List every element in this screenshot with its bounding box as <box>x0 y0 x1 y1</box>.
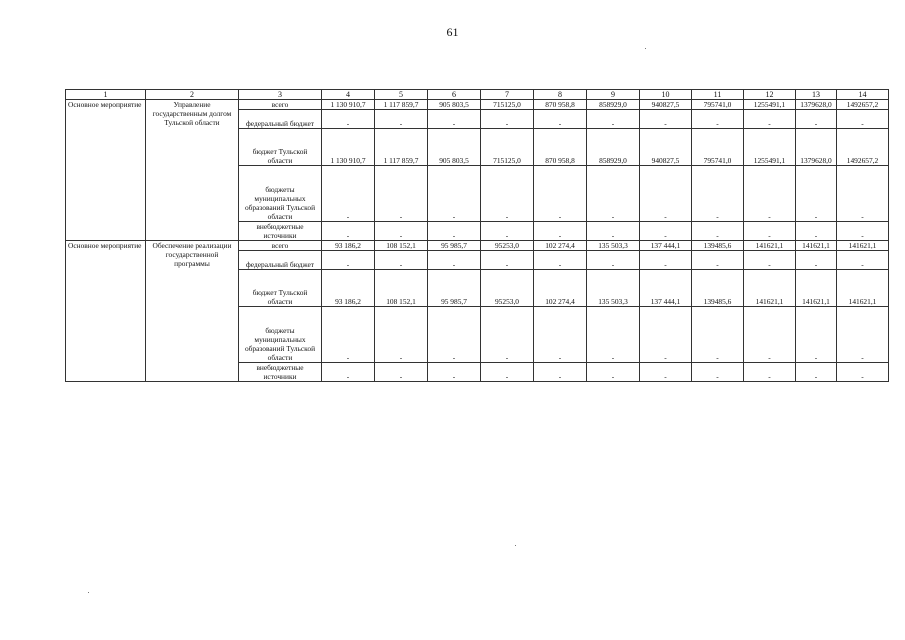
amount-cell: 1492657,2 <box>837 100 889 110</box>
amount-cell: - <box>375 307 428 363</box>
amount-cell: - <box>375 363 428 382</box>
column-header: 5 <box>375 90 428 100</box>
amount-cell: - <box>796 307 837 363</box>
amount-cell: 1 117 859,7 <box>375 100 428 110</box>
amount-cell: 1379628,0 <box>796 129 837 166</box>
amount-cell: - <box>837 363 889 382</box>
amount-cell: - <box>322 251 375 270</box>
amount-cell: - <box>640 307 692 363</box>
amount-cell: - <box>640 110 692 129</box>
amount-cell: 95253,0 <box>481 270 534 307</box>
amount-cell: 141621,1 <box>837 241 889 251</box>
amount-cell: - <box>428 110 481 129</box>
amount-cell: - <box>837 307 889 363</box>
scan-speck <box>645 48 646 49</box>
amount-cell: 715125,0 <box>481 100 534 110</box>
amount-cell: - <box>796 222 837 241</box>
amount-cell: - <box>692 110 744 129</box>
amount-cell: - <box>375 251 428 270</box>
column-header: 2 <box>146 90 239 100</box>
amount-cell: 870 958,8 <box>534 100 587 110</box>
amount-cell: - <box>744 222 796 241</box>
amount-cell: 795741,0 <box>692 129 744 166</box>
amount-cell: 102 274,4 <box>534 241 587 251</box>
amount-cell: 1255491,1 <box>744 129 796 166</box>
amount-cell: 141621,1 <box>744 270 796 307</box>
table-row <box>66 241 889 251</box>
funding-source-cell: федеральный бюджет <box>239 251 322 270</box>
column-header: 8 <box>534 90 587 100</box>
column-header: 14 <box>837 90 889 100</box>
amount-cell: 858929,0 <box>587 100 640 110</box>
amount-cell: - <box>481 166 534 222</box>
amount-cell: 940827,5 <box>640 100 692 110</box>
column-header: 4 <box>322 90 375 100</box>
amount-cell: 858929,0 <box>587 129 640 166</box>
funding-source-cell: всего <box>239 241 322 251</box>
amount-cell: 141621,1 <box>796 270 837 307</box>
amount-cell: - <box>744 110 796 129</box>
amount-cell: 905 803,5 <box>428 129 481 166</box>
amount-cell: 137 444,1 <box>640 241 692 251</box>
amount-cell: 137 444,1 <box>640 270 692 307</box>
amount-cell: 108 152,1 <box>375 241 428 251</box>
amount-cell: - <box>640 166 692 222</box>
funding-source-cell: внебюджетные источники <box>239 363 322 382</box>
amount-cell: 139485,6 <box>692 270 744 307</box>
amount-cell: - <box>744 166 796 222</box>
column-header: 13 <box>796 90 837 100</box>
scan-speck <box>88 592 89 593</box>
amount-cell: - <box>322 363 375 382</box>
amount-cell: - <box>837 110 889 129</box>
amount-cell: 1492657,2 <box>837 129 889 166</box>
amount-cell: - <box>744 363 796 382</box>
amount-cell: 1379628,0 <box>796 100 837 110</box>
amount-cell: - <box>481 363 534 382</box>
amount-cell: - <box>796 110 837 129</box>
amount-cell: - <box>428 251 481 270</box>
amount-cell: - <box>587 222 640 241</box>
amount-cell: - <box>534 222 587 241</box>
amount-cell: 870 958,8 <box>534 129 587 166</box>
amount-cell: 795741,0 <box>692 100 744 110</box>
amount-cell: - <box>322 166 375 222</box>
funding-source-cell: внебюджетные источники <box>239 222 322 241</box>
amount-cell: - <box>692 222 744 241</box>
amount-cell: 905 803,5 <box>428 100 481 110</box>
amount-cell: 93 186,2 <box>322 241 375 251</box>
amount-cell: - <box>837 251 889 270</box>
amount-cell: - <box>534 166 587 222</box>
amount-cell: - <box>587 363 640 382</box>
amount-cell: 95 985,7 <box>428 270 481 307</box>
column-header: 1 <box>66 90 146 100</box>
table-header-row <box>66 90 889 100</box>
amount-cell: - <box>587 166 640 222</box>
amount-cell: - <box>744 307 796 363</box>
funding-source-cell: бюджет Тульской области <box>239 270 322 307</box>
amount-cell: - <box>428 307 481 363</box>
funding-source-cell: бюджеты муниципальных образований Тульской области <box>239 307 322 363</box>
amount-cell: 1 130 910,7 <box>322 129 375 166</box>
funding-source-cell: бюджет Тульской области <box>239 129 322 166</box>
event-type-cell: Основное мероприятие <box>66 241 146 382</box>
funding-source-cell: федеральный бюджет <box>239 110 322 129</box>
amount-cell: - <box>796 363 837 382</box>
amount-cell: - <box>428 222 481 241</box>
event-name-cell: Обеспечение реализации государственной программы <box>146 241 239 382</box>
amount-cell: - <box>587 110 640 129</box>
amount-cell: 135 503,3 <box>587 241 640 251</box>
amount-cell: - <box>837 222 889 241</box>
amount-cell: - <box>375 166 428 222</box>
event-name-cell: Управление государственным долгом Тульской области <box>146 100 239 241</box>
amount-cell: - <box>692 166 744 222</box>
amount-cell: - <box>375 222 428 241</box>
amount-cell: 93 186,2 <box>322 270 375 307</box>
amount-cell: - <box>481 222 534 241</box>
funding-source-cell: бюджеты муниципальных образований Тульской области <box>239 166 322 222</box>
amount-cell: - <box>692 307 744 363</box>
amount-cell: 108 152,1 <box>375 270 428 307</box>
amount-cell: 95253,0 <box>481 241 534 251</box>
column-header: 7 <box>481 90 534 100</box>
column-header: 9 <box>587 90 640 100</box>
amount-cell: - <box>481 307 534 363</box>
amount-cell: - <box>796 166 837 222</box>
page-number: 61 <box>446 25 459 39</box>
amount-cell: - <box>481 110 534 129</box>
column-header: 3 <box>239 90 322 100</box>
amount-cell: - <box>534 110 587 129</box>
amount-cell: 141621,1 <box>744 241 796 251</box>
amount-cell: 139485,6 <box>692 241 744 251</box>
amount-cell: 1 117 859,7 <box>375 129 428 166</box>
amount-cell: 135 503,3 <box>587 270 640 307</box>
table-row <box>66 100 889 110</box>
amount-cell: - <box>796 251 837 270</box>
scan-speck <box>515 545 516 546</box>
column-header: 10 <box>640 90 692 100</box>
column-header: 12 <box>744 90 796 100</box>
amount-cell: - <box>534 251 587 270</box>
amount-cell: 1255491,1 <box>744 100 796 110</box>
amount-cell: - <box>322 307 375 363</box>
amount-cell: - <box>692 251 744 270</box>
amount-cell: - <box>587 307 640 363</box>
amount-cell: - <box>744 251 796 270</box>
amount-cell: 95 985,7 <box>428 241 481 251</box>
column-header: 6 <box>428 90 481 100</box>
amount-cell: - <box>837 166 889 222</box>
amount-cell: - <box>534 307 587 363</box>
amount-cell: - <box>587 251 640 270</box>
amount-cell: - <box>322 110 375 129</box>
amount-cell: - <box>428 166 481 222</box>
amount-cell: - <box>375 110 428 129</box>
amount-cell: - <box>534 363 587 382</box>
amount-cell: 102 274,4 <box>534 270 587 307</box>
amount-cell: - <box>322 222 375 241</box>
amount-cell: 141621,1 <box>837 270 889 307</box>
amount-cell: - <box>428 363 481 382</box>
amount-cell: 1 130 910,7 <box>322 100 375 110</box>
amount-cell: - <box>640 222 692 241</box>
amount-cell: - <box>640 251 692 270</box>
amount-cell: - <box>481 251 534 270</box>
amount-cell: 715125,0 <box>481 129 534 166</box>
event-type-cell: Основное мероприятие <box>66 100 146 241</box>
budget-table <box>65 89 889 382</box>
amount-cell: 940827,5 <box>640 129 692 166</box>
column-header: 11 <box>692 90 744 100</box>
funding-source-cell: всего <box>239 100 322 110</box>
amount-cell: 141621,1 <box>796 241 837 251</box>
amount-cell: - <box>692 363 744 382</box>
amount-cell: - <box>640 363 692 382</box>
